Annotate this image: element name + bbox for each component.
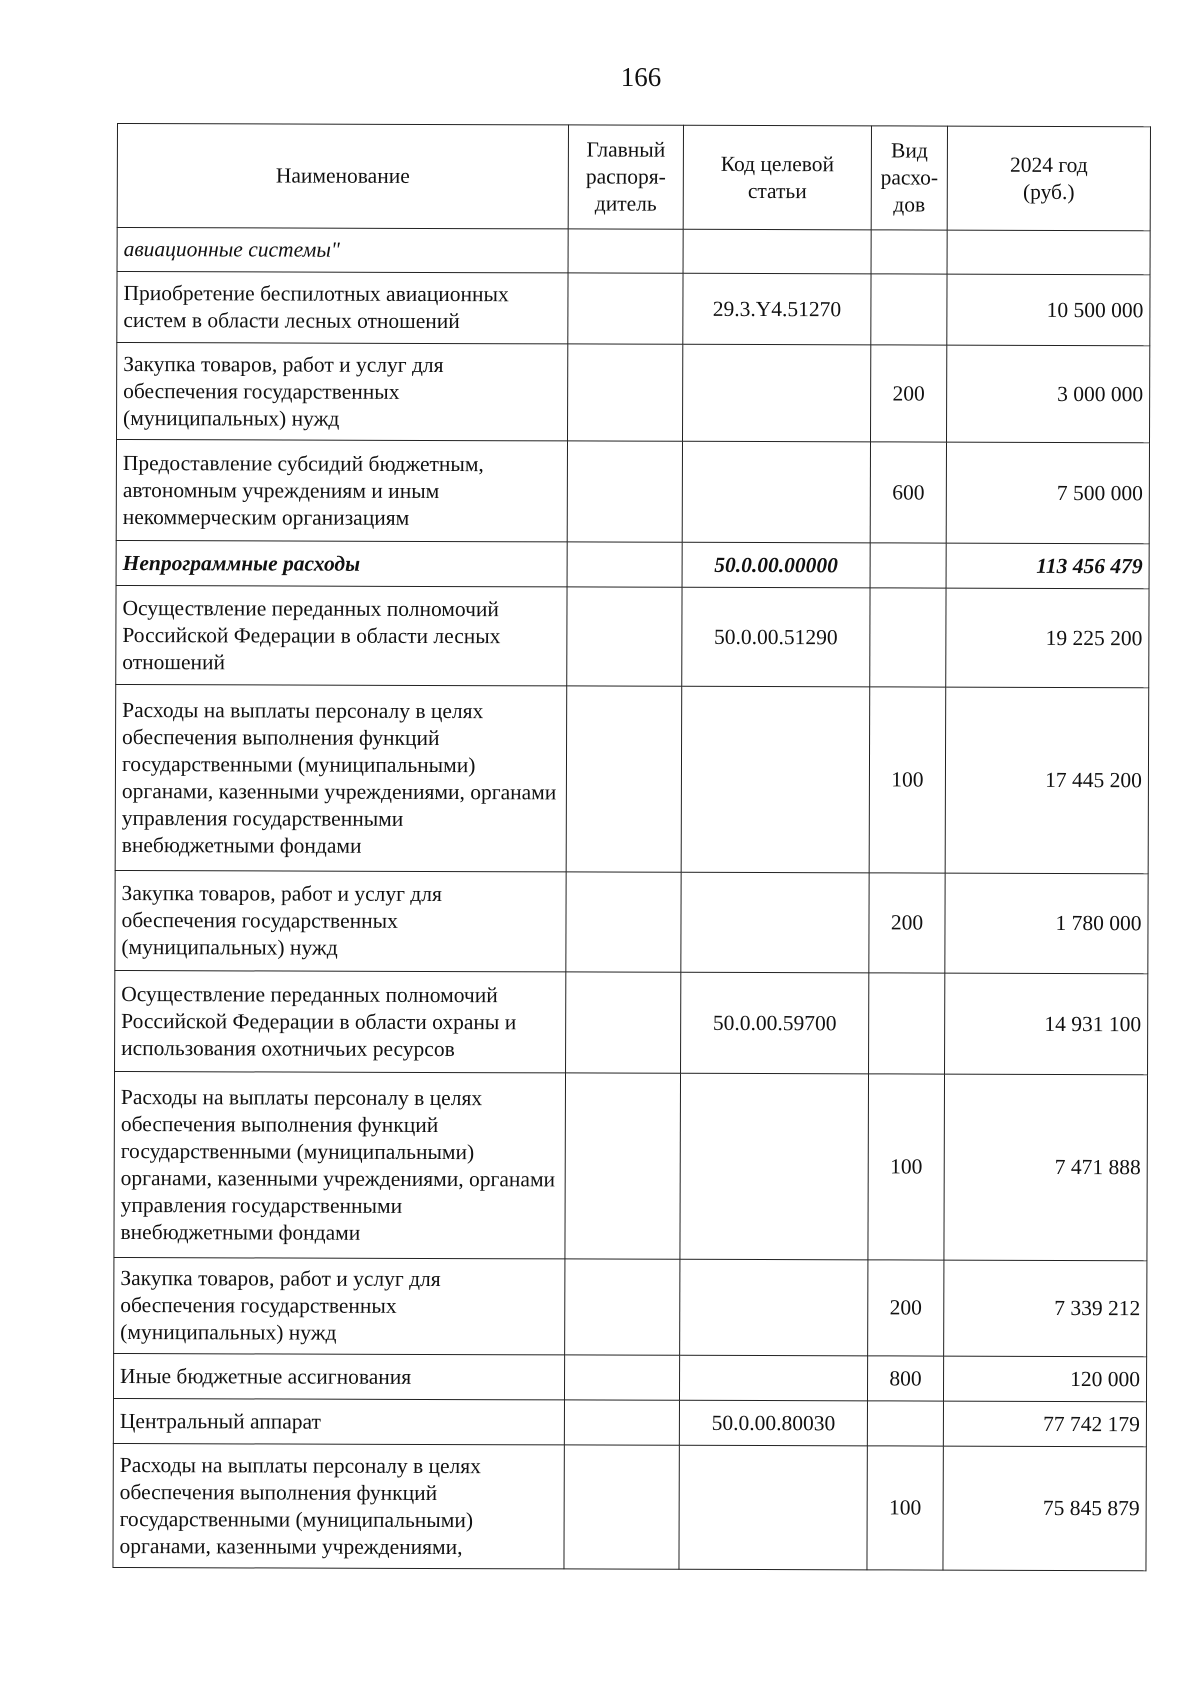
row-expense-type [867, 1401, 943, 1446]
row-name: Осуществление переданных полномочий Российской Федерации в области лесных отношений [116, 585, 567, 685]
row-main-manager [568, 344, 683, 441]
row-name: Осуществление переданных полномочий Российской Федерации в области охраны и использования охотничьих ресурсов [115, 970, 566, 1072]
row-target-code [679, 1445, 867, 1570]
row-main-manager [566, 686, 682, 872]
row-main-manager [564, 1355, 679, 1400]
row-amount: 120 000 [943, 1356, 1146, 1402]
table-row [116, 440, 1149, 544]
row-expense-type: 600 [870, 442, 946, 543]
row-main-manager [567, 441, 682, 542]
row-name: Приобретение беспилотных авиационных систем в области лесных отношений [117, 272, 568, 344]
row-expense-type [869, 973, 945, 1074]
row-expense-type: 100 [869, 687, 946, 873]
table-row [114, 1257, 1147, 1356]
row-expense-type [871, 230, 947, 274]
row-amount: 113 456 479 [946, 543, 1149, 589]
row-name: Иные бюджетные ассигнования [113, 1353, 564, 1399]
row-main-manager [566, 972, 681, 1073]
row-main-manager [565, 1259, 680, 1355]
row-expense-type: 100 [867, 1446, 943, 1570]
row-name: Закупка товаров, работ и услуг для обеспечения государственных (муниципальных) нужд [117, 343, 568, 441]
row-target-code [682, 441, 870, 543]
row-name: Закупка товаров, работ и услуг для обеспечения государственных (муниципальных) нужд [114, 1257, 565, 1354]
row-main-manager [564, 1445, 679, 1569]
row-name: Непрограммные расходы [116, 540, 567, 586]
table-row [115, 684, 1149, 873]
row-amount [947, 230, 1150, 275]
table-row [116, 585, 1149, 687]
row-amount: 10 500 000 [947, 274, 1150, 346]
row-expense-type [870, 588, 946, 687]
row-target-code [681, 872, 869, 973]
row-amount: 1 780 000 [945, 873, 1148, 974]
table-row [113, 1398, 1146, 1446]
row-amount: 75 845 879 [943, 1446, 1146, 1571]
row-main-manager [568, 273, 683, 344]
row-main-manager [564, 1400, 679, 1445]
row-expense-type: 800 [867, 1356, 943, 1401]
row-expense-type: 200 [868, 1260, 944, 1356]
header-name: Наименование [117, 124, 568, 229]
row-amount: 17 445 200 [945, 687, 1149, 874]
row-main-manager [567, 542, 682, 587]
row-amount: 14 931 100 [945, 973, 1148, 1075]
row-name: Центральный аппарат [113, 1398, 564, 1444]
row-target-code: 50.0.00.80030 [679, 1400, 867, 1446]
row-expense-type [870, 543, 946, 588]
table-row [113, 1443, 1146, 1570]
row-amount: 3 000 000 [947, 345, 1150, 443]
row-main-manager [568, 229, 683, 273]
row-amount: 7 471 888 [944, 1074, 1148, 1261]
page-number: 166 [620, 62, 662, 92]
row-main-manager [567, 587, 682, 686]
row-name: Расходы на выплаты персоналу в целях обеспечения выполнения функций государственными (муниципальными) органами, казенными учреждениями, [113, 1443, 564, 1568]
header-row [117, 124, 1150, 231]
table-row [117, 228, 1150, 275]
table-row [117, 272, 1150, 346]
row-target-code [680, 1073, 869, 1260]
row-target-code: 29.3.Y4.51270 [683, 273, 871, 345]
row-expense-type: 200 [871, 345, 947, 442]
row-target-code [683, 344, 871, 442]
row-amount: 19 225 200 [946, 588, 1149, 688]
table-row [115, 870, 1148, 973]
row-name: авиационные системы" [117, 228, 568, 273]
row-target-code [679, 1355, 867, 1401]
table-row [115, 970, 1148, 1074]
row-target-code: 50.0.00.51290 [682, 587, 870, 687]
table-row [117, 343, 1150, 443]
budget-table [112, 123, 1151, 1571]
header-year-amount: 2024 год (руб.) [947, 126, 1150, 231]
row-amount: 7 500 000 [946, 442, 1149, 544]
row-target-code [680, 1259, 868, 1356]
row-name: Закупка товаров, работ и услуг для обеспечения государственных (муниципальных) нужд [115, 870, 566, 971]
row-main-manager [566, 872, 681, 972]
row-expense-type: 200 [869, 873, 945, 973]
header-target-code: Код целевой статьи [683, 125, 871, 230]
row-amount: 7 339 212 [944, 1260, 1147, 1357]
table-row [116, 540, 1149, 588]
row-main-manager [565, 1073, 681, 1259]
table-row [113, 1353, 1146, 1401]
row-name: Расходы на выплаты персоналу в целях обеспечения выполнения функций государственными (муниципальными) органами, казенными учреждениями, органами управления государственными внебюджетными фондами [115, 684, 567, 871]
row-name: Предоставление субсидий бюджетным, автономным учреждениям и иным некоммерческим организациям [116, 440, 567, 542]
table-row [114, 1071, 1148, 1260]
row-name: Расходы на выплаты персоналу в целях обеспечения выполнения функций государственными (муниципальными) органами, казенными учреждениями, органами управления государственными внебюджетными фондами [114, 1071, 566, 1258]
row-amount: 77 742 179 [943, 1401, 1146, 1447]
row-target-code: 50.0.00.59700 [681, 972, 869, 1074]
row-target-code [683, 229, 871, 274]
row-expense-type [871, 274, 947, 345]
row-target-code: 50.0.00.00000 [682, 542, 870, 588]
row-target-code [681, 686, 870, 873]
header-expense-type: Вид расхо- дов [871, 126, 947, 230]
header-main-manager: Главный распоря- дитель [568, 125, 683, 229]
row-expense-type: 100 [868, 1074, 945, 1260]
